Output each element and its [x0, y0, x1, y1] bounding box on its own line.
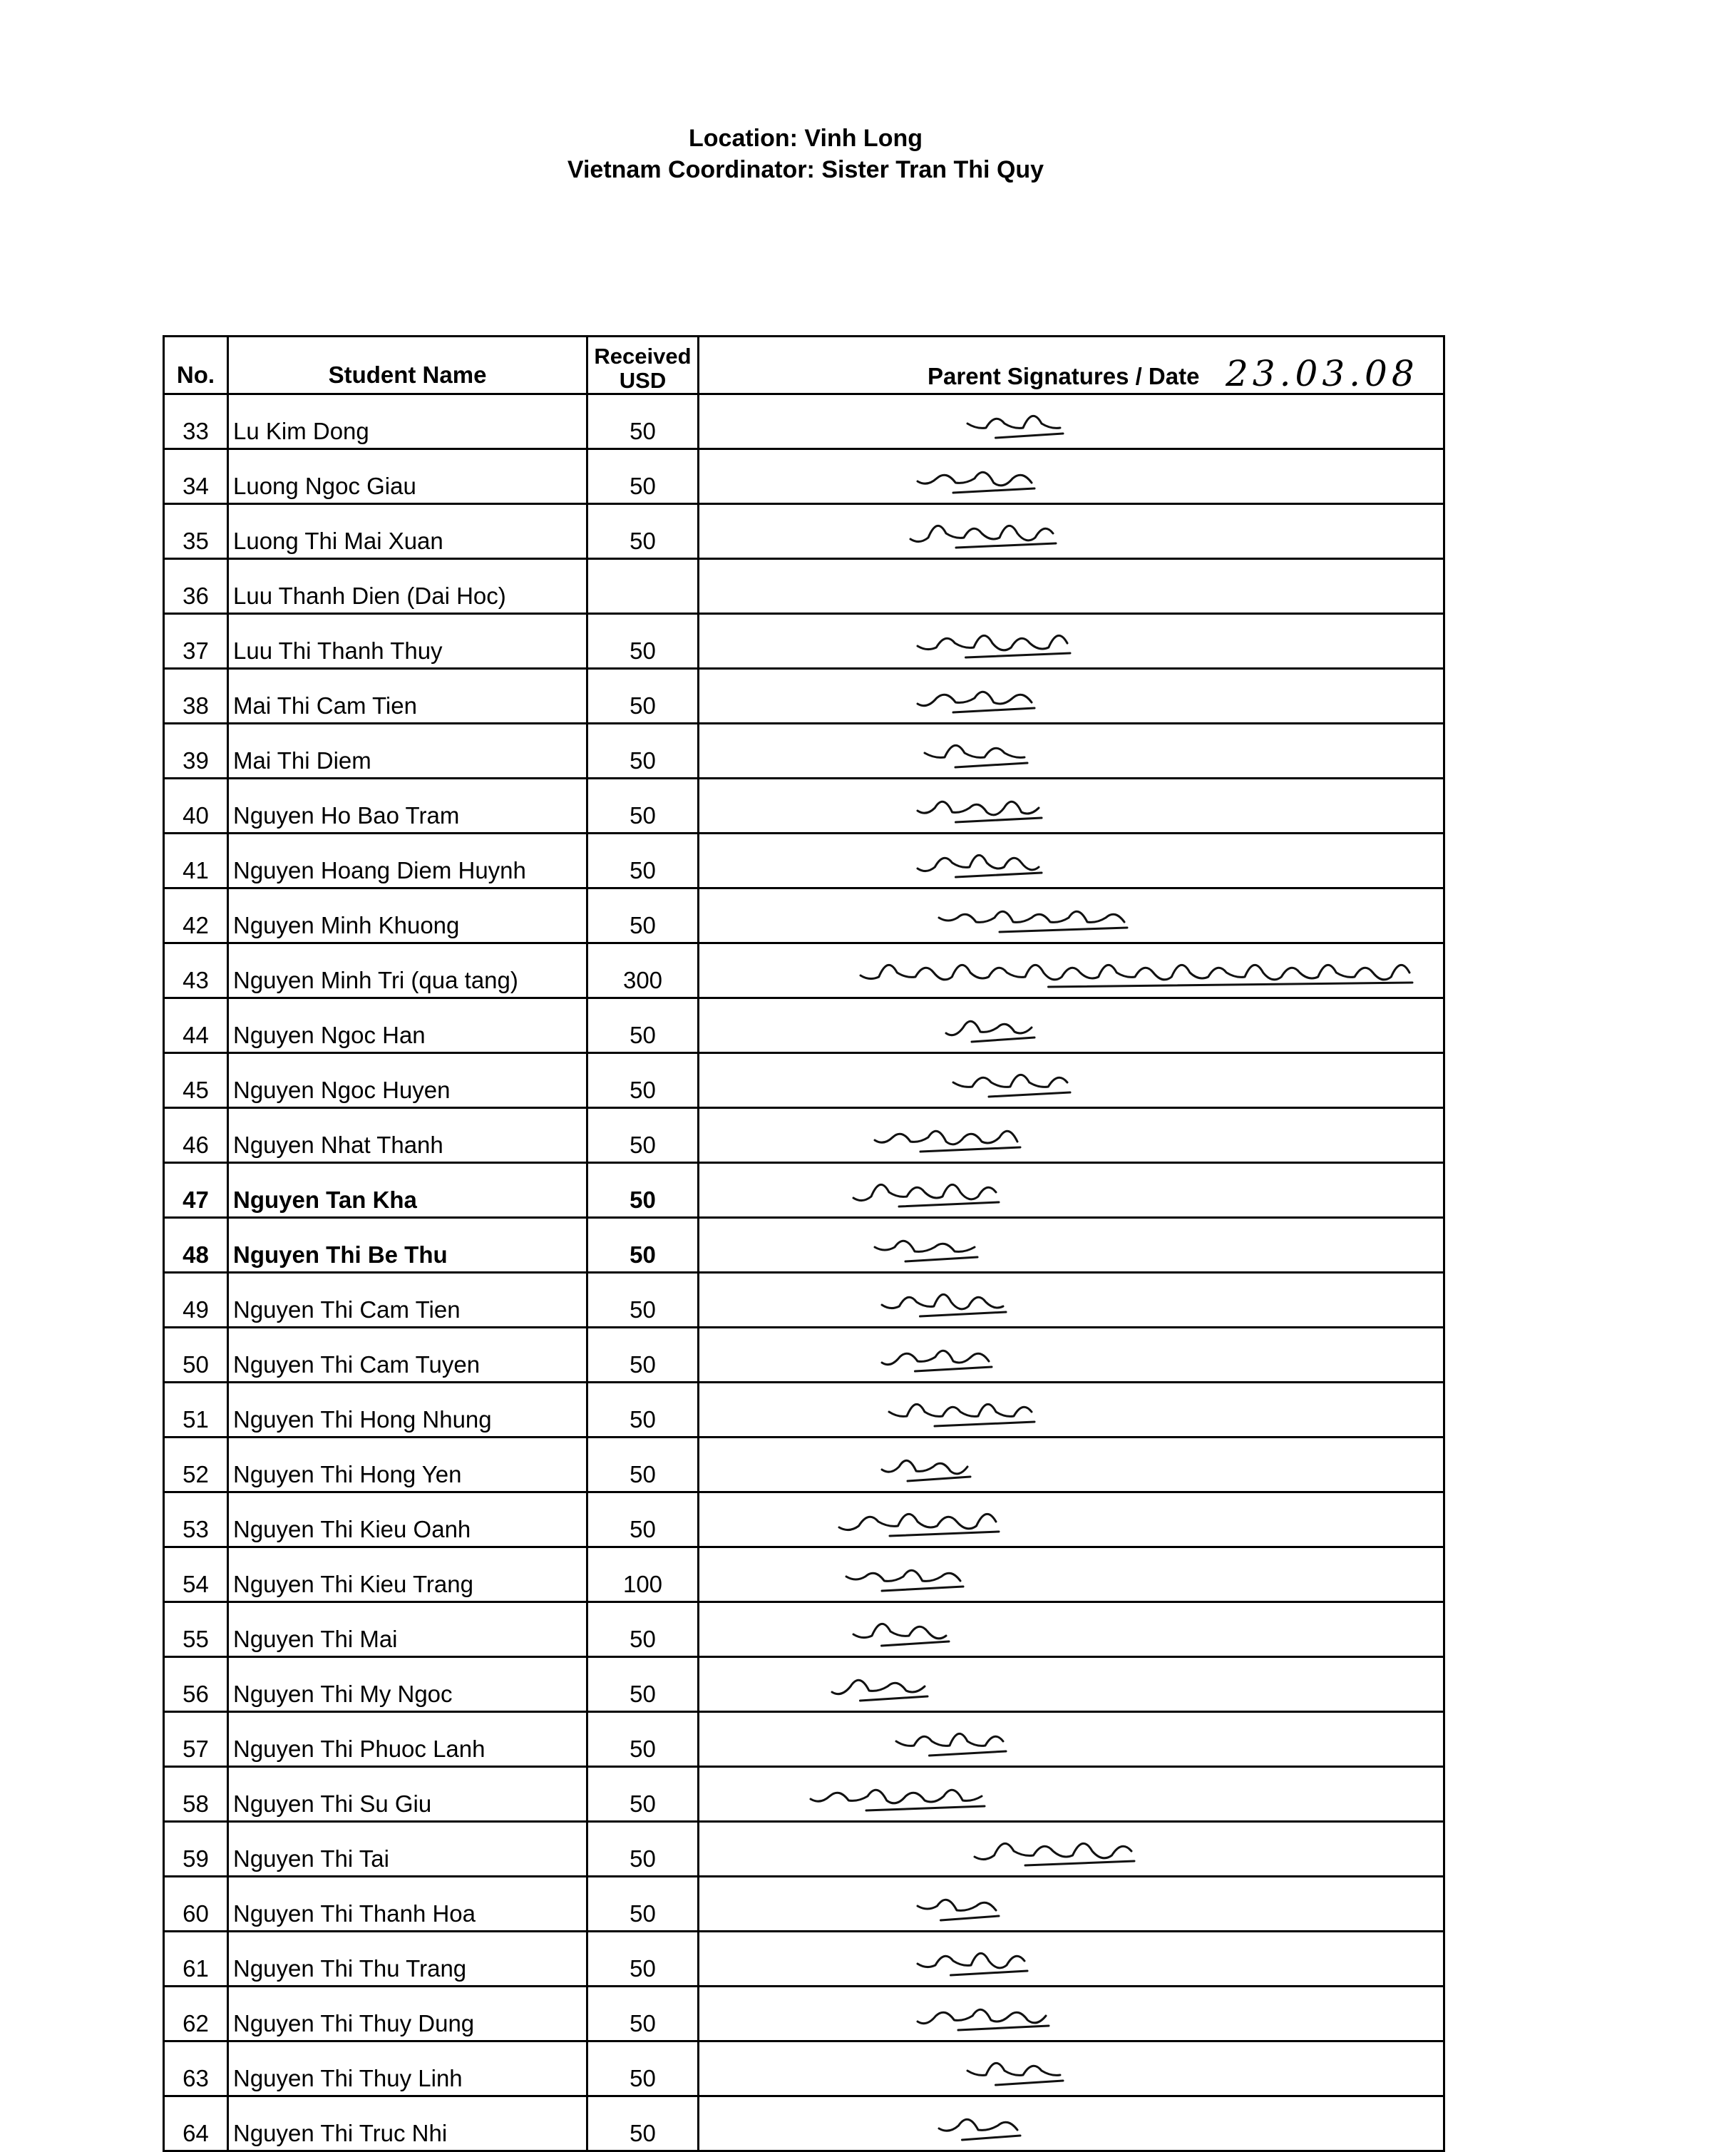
student-name: Nguyen Ngoc Han — [228, 998, 587, 1053]
row-number: 36 — [164, 559, 228, 614]
column-header-no: No. — [164, 337, 228, 394]
handwritten-signature — [913, 836, 1049, 886]
parent-signature-cell — [699, 1053, 1444, 1108]
parent-signature-cell — [699, 1877, 1444, 1932]
received-usd: 50 — [587, 1273, 699, 1328]
column-header-signatures — [699, 337, 1444, 394]
student-name: Luong Ngoc Giau — [228, 449, 587, 504]
parent-signature-cell — [699, 1383, 1444, 1438]
handwritten-signature — [913, 1989, 1056, 2039]
student-name: Nguyen Thi Thanh Hoa — [228, 1877, 587, 1932]
row-number: 42 — [164, 888, 228, 943]
handwritten-signature — [942, 1000, 1042, 1050]
row-number: 57 — [164, 1712, 228, 1767]
student-name: Nguyen Thi Truc Nhi — [228, 2096, 587, 2151]
received-usd: 50 — [587, 1657, 699, 1712]
handwritten-signature — [878, 1440, 977, 1490]
student-name: Nguyen Ho Bao Tram — [228, 779, 587, 834]
parent-signature-cell — [699, 2096, 1444, 2151]
row-number: 44 — [164, 998, 228, 1053]
table-row — [164, 834, 1444, 888]
parent-signature-cell — [699, 779, 1444, 834]
handwritten-date: 23.03.08 — [1226, 353, 1419, 394]
table-row — [164, 888, 1444, 943]
table-body — [164, 394, 1444, 2151]
handwritten-signature — [878, 1330, 999, 1380]
parent-signature-cell — [699, 1602, 1444, 1657]
received-usd: 50 — [587, 2041, 699, 2096]
table-row — [164, 1438, 1444, 1492]
coordinator-line: Vietnam Coordinator: Sister Tran Thi Quy — [567, 156, 1044, 183]
student-name: Nguyen Thi Hong Yen — [228, 1438, 587, 1492]
received-usd: 50 — [587, 1877, 699, 1932]
student-name: Nguyen Thi Hong Nhung — [228, 1383, 587, 1438]
received-usd: 50 — [587, 1602, 699, 1657]
parent-signature-cell — [699, 504, 1444, 559]
column-header-received-usd: Received USD — [587, 337, 699, 394]
student-name: Lu Kim Dong — [228, 394, 587, 449]
row-number: 62 — [164, 1987, 228, 2041]
table-row — [164, 614, 1444, 669]
parent-signature-cell — [699, 394, 1444, 449]
row-number: 49 — [164, 1273, 228, 1328]
handwritten-signature — [963, 2044, 1070, 2094]
parent-signature-cell — [699, 888, 1444, 943]
received-usd: 50 — [587, 779, 699, 834]
row-number: 54 — [164, 1547, 228, 1602]
table-row — [164, 1328, 1444, 1383]
parent-signature-cell — [699, 1767, 1444, 1822]
received-usd: 50 — [587, 394, 699, 449]
table-row — [164, 998, 1444, 1053]
row-number: 63 — [164, 2041, 228, 2096]
row-number: 33 — [164, 394, 228, 449]
student-name: Nguyen Thi Mai — [228, 1602, 587, 1657]
row-number: 52 — [164, 1438, 228, 1492]
table-row — [164, 449, 1444, 504]
received-usd: 50 — [587, 888, 699, 943]
received-usd: 50 — [587, 1987, 699, 2041]
student-name: Nguyen Hoang Diem Huynh — [228, 834, 587, 888]
parent-signature-cell — [699, 2041, 1444, 2096]
table-row — [164, 1602, 1444, 1657]
parent-signature-cell — [699, 1657, 1444, 1712]
document-header — [0, 123, 1611, 185]
row-number: 55 — [164, 1602, 228, 1657]
handwritten-signature — [856, 946, 1419, 995]
row-number: 60 — [164, 1877, 228, 1932]
handwritten-signature — [870, 1110, 1027, 1160]
table-row — [164, 1163, 1444, 1218]
table-row — [164, 669, 1444, 724]
received-usd: 50 — [587, 2096, 699, 2151]
table-row — [164, 1053, 1444, 1108]
handwritten-signature — [849, 1165, 1006, 1215]
table-row — [164, 779, 1444, 834]
received-usd: 50 — [587, 998, 699, 1053]
handwritten-signature — [913, 781, 1049, 831]
table-row — [164, 394, 1444, 449]
table-row — [164, 1547, 1444, 1602]
received-usd: 50 — [587, 1108, 699, 1163]
student-name: Nguyen Thi Su Giu — [228, 1767, 587, 1822]
received-usd: 50 — [587, 614, 699, 669]
student-name: Nguyen Thi Phuoc Lanh — [228, 1712, 587, 1767]
received-usd: 50 — [587, 1712, 699, 1767]
handwritten-signature — [935, 2099, 1027, 2148]
handwritten-signature — [835, 1495, 1006, 1544]
student-name: Nguyen Thi Thu Trang — [228, 1932, 587, 1987]
table-row — [164, 1987, 1444, 2041]
handwritten-signature — [935, 891, 1134, 941]
parent-signature-cell — [699, 1932, 1444, 1987]
row-number: 50 — [164, 1328, 228, 1383]
row-number: 64 — [164, 2096, 228, 2151]
received-usd: 50 — [587, 1163, 699, 1218]
table-row — [164, 1712, 1444, 1767]
handwritten-signature — [913, 1934, 1034, 1984]
parent-signature-cell — [699, 1163, 1444, 1218]
handwritten-signature — [806, 1769, 992, 1819]
received-usd: 50 — [587, 504, 699, 559]
student-name: Nguyen Thi Cam Tien — [228, 1273, 587, 1328]
received-usd: 50 — [587, 1218, 699, 1273]
student-name: Mai Thi Cam Tien — [228, 669, 587, 724]
table-header-row — [164, 337, 1444, 394]
student-name: Nguyen Ngoc Huyen — [228, 1053, 587, 1108]
row-number: 38 — [164, 669, 228, 724]
column-header-student-name: Student Name — [228, 337, 587, 394]
student-name: Luu Thi Thanh Thuy — [228, 614, 587, 669]
table-row — [164, 2041, 1444, 2096]
row-number: 53 — [164, 1492, 228, 1547]
received-usd: 50 — [587, 1767, 699, 1822]
row-number: 46 — [164, 1108, 228, 1163]
table-row — [164, 1273, 1444, 1328]
table-row — [164, 1877, 1444, 1932]
parent-signature-cell — [699, 614, 1444, 669]
table-row — [164, 559, 1444, 614]
handwritten-signature — [828, 1659, 935, 1709]
student-name: Nguyen Nhat Thanh — [228, 1108, 587, 1163]
table-row — [164, 943, 1444, 998]
received-usd: 50 — [587, 1383, 699, 1438]
received-usd: 50 — [587, 1328, 699, 1383]
row-number: 56 — [164, 1657, 228, 1712]
table-row — [164, 1932, 1444, 1987]
table-row — [164, 1218, 1444, 1273]
student-name: Nguyen Minh Tri (qua tang) — [228, 943, 587, 998]
parent-signature-cell — [699, 1987, 1444, 2041]
row-number: 34 — [164, 449, 228, 504]
received-usd: 50 — [587, 1822, 699, 1877]
received-usd: 50 — [587, 449, 699, 504]
parent-signature-cell — [699, 1547, 1444, 1602]
parent-signature-cell — [699, 1273, 1444, 1328]
parent-signature-cell — [699, 1438, 1444, 1492]
received-usd: 300 — [587, 943, 699, 998]
handwritten-signature — [892, 1714, 1013, 1764]
parent-signature-cell — [699, 1108, 1444, 1163]
row-number: 59 — [164, 1822, 228, 1877]
student-name: Mai Thi Diem — [228, 724, 587, 779]
parent-signature-cell — [699, 669, 1444, 724]
handwritten-signature — [913, 671, 1042, 721]
parent-signature-cell — [699, 998, 1444, 1053]
parent-signature-cell — [699, 724, 1444, 779]
received-usd: 50 — [587, 1438, 699, 1492]
handwritten-signature — [906, 506, 1063, 556]
parent-signature-cell — [699, 1822, 1444, 1877]
handwritten-signature — [878, 1275, 1013, 1325]
handwritten-signature — [885, 1385, 1042, 1435]
row-number: 43 — [164, 943, 228, 998]
handwritten-signature — [849, 1604, 956, 1654]
row-number: 51 — [164, 1383, 228, 1438]
student-name: Nguyen Thi Kieu Oanh — [228, 1492, 587, 1547]
student-name: Nguyen Thi Cam Tuyen — [228, 1328, 587, 1383]
table-row — [164, 1383, 1444, 1438]
student-name: Nguyen Thi My Ngoc — [228, 1657, 587, 1712]
handwritten-signature — [970, 1824, 1141, 1874]
table-row — [164, 504, 1444, 559]
row-number: 45 — [164, 1053, 228, 1108]
student-name: Nguyen Tan Kha — [228, 1163, 587, 1218]
table-row — [164, 1657, 1444, 1712]
student-name: Luong Thi Mai Xuan — [228, 504, 587, 559]
row-number: 58 — [164, 1767, 228, 1822]
handwritten-signature — [963, 396, 1070, 446]
parent-signature-cell — [699, 1218, 1444, 1273]
received-usd: 50 — [587, 1053, 699, 1108]
row-number: 37 — [164, 614, 228, 669]
received-usd: 50 — [587, 834, 699, 888]
signatures-label: Parent Signatures / Date — [928, 363, 1200, 389]
table-row — [164, 1767, 1444, 1822]
received-usd: 50 — [587, 724, 699, 779]
location-line: Location: Vinh Long — [689, 125, 923, 152]
row-number: 48 — [164, 1218, 228, 1273]
parent-signature-cell — [699, 449, 1444, 504]
row-number: 35 — [164, 504, 228, 559]
parent-signature-cell — [699, 943, 1444, 998]
student-name: Nguyen Thi Thuy Linh — [228, 2041, 587, 2096]
row-number: 61 — [164, 1932, 228, 1987]
student-name: Nguyen Thi Thuy Dung — [228, 1987, 587, 2041]
handwritten-signature — [913, 1879, 1006, 1929]
handwritten-signature — [842, 1549, 970, 1599]
handwritten-signature — [920, 726, 1034, 776]
student-name: Nguyen Thi Tai — [228, 1822, 587, 1877]
student-name: Luu Thanh Dien (Dai Hoc) — [228, 559, 587, 614]
row-number: 40 — [164, 779, 228, 834]
table-row — [164, 1492, 1444, 1547]
student-name: Nguyen Thi Kieu Trang — [228, 1547, 587, 1602]
handwritten-signature — [949, 1055, 1077, 1105]
student-name: Nguyen Thi Be Thu — [228, 1218, 587, 1273]
table-row — [164, 2096, 1444, 2151]
handwritten-signature — [913, 616, 1077, 666]
table-row — [164, 724, 1444, 779]
received-usd: 50 — [587, 669, 699, 724]
parent-signature-cell — [699, 1492, 1444, 1547]
received-usd — [587, 559, 699, 614]
parent-signature-cell — [699, 559, 1444, 614]
parent-signature-cell — [699, 1712, 1444, 1767]
student-name: Nguyen Minh Khuong — [228, 888, 587, 943]
table-row — [164, 1822, 1444, 1877]
parent-signature-cell — [699, 1328, 1444, 1383]
received-usd: 100 — [587, 1547, 699, 1602]
row-number: 47 — [164, 1163, 228, 1218]
received-usd: 50 — [587, 1932, 699, 1987]
row-number: 39 — [164, 724, 228, 779]
received-usd: 50 — [587, 1492, 699, 1547]
row-number: 41 — [164, 834, 228, 888]
table-row — [164, 1108, 1444, 1163]
handwritten-signature — [870, 1220, 985, 1270]
student-payment-table — [163, 335, 1445, 2152]
parent-signature-cell — [699, 834, 1444, 888]
handwritten-signature — [913, 451, 1042, 501]
